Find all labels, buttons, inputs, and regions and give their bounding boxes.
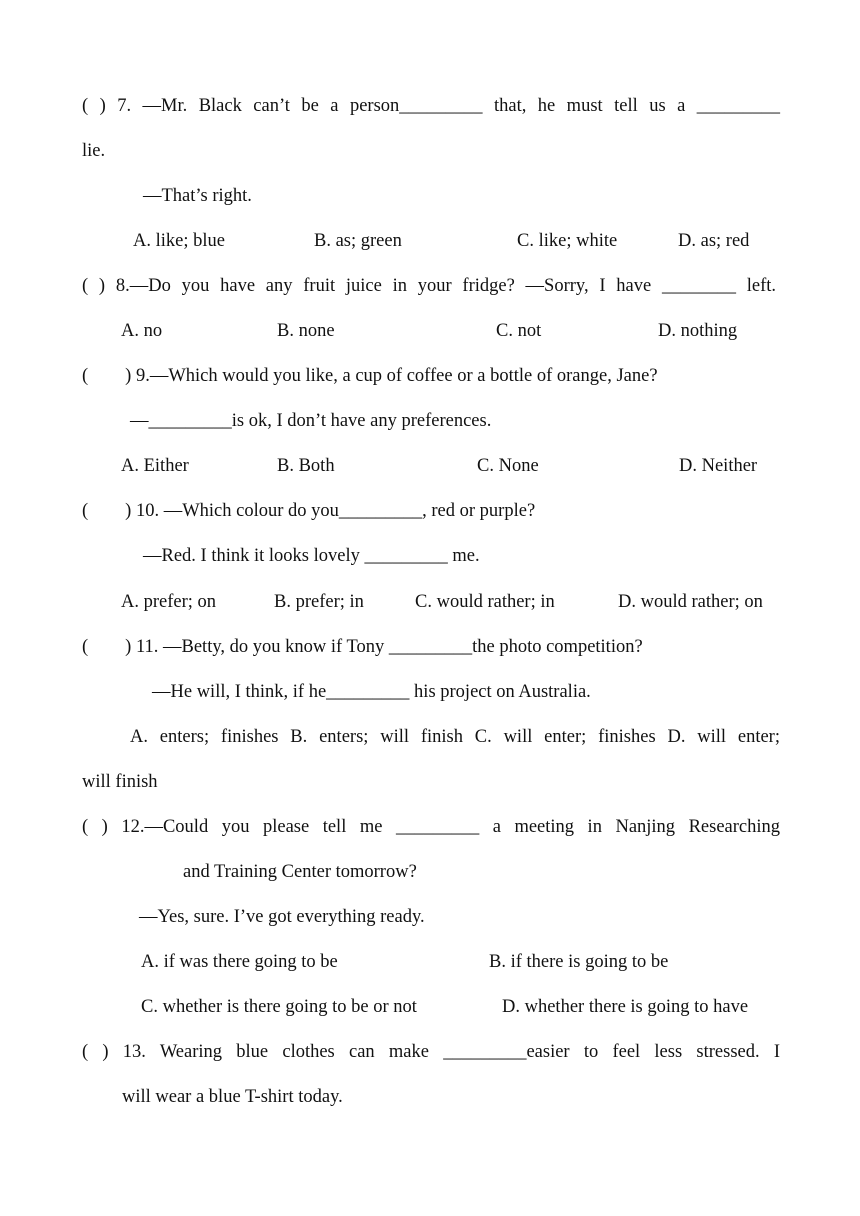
question-9-stem: ( ) 9.—Which would you like, a cup of coffee or a bottle of orange, Jane? [82, 366, 658, 386]
question-12-option-c: C. whether is there going to be or not [141, 997, 417, 1017]
question-12-response: —Yes, sure. I’ve got everything ready. [139, 907, 425, 927]
question-7-response: —That’s right. [143, 186, 252, 206]
question-13-stem-continued: will wear a blue T-shirt today. [122, 1087, 343, 1107]
question-11-response: —He will, I think, if he_________ his project on Australia. [152, 682, 591, 702]
question-12-option-a: A. if was there going to be [141, 952, 338, 972]
question-10-option-d: D. would rather; on [618, 592, 763, 612]
question-7-stem: ( ) 7. —Mr. Black can’t be a person_________ that, he must tell us a _________ [82, 96, 780, 116]
question-12-stem: ( ) 12.—Could you please tell me _________ a meeting in Nanjing Researching [82, 817, 780, 837]
question-7-option-d: D. as; red [678, 231, 750, 251]
question-11-stem: ( ) 11. —Betty, do you know if Tony _________the photo competition? [82, 637, 643, 657]
question-7-option-a: A. like; blue [133, 231, 225, 251]
question-8-option-d: D. nothing [658, 321, 738, 341]
question-11-options-continued: will finish [82, 772, 158, 792]
question-8-option-a: A. no [121, 321, 163, 341]
question-9-option-c: C. None [477, 456, 539, 476]
question-10-stem: ( ) 10. —Which colour do you_________, red or purple? [82, 501, 536, 521]
question-7-stem-continued: lie. [82, 141, 106, 161]
question-9-option-b: B. Both [277, 456, 335, 476]
question-7-option-c: C. like; white [517, 231, 618, 251]
question-9-option-d: D. Neither [679, 456, 758, 476]
question-13-stem: ( ) 13. Wearing blue clothes can make _________easier to feel less stressed. I [82, 1042, 780, 1062]
question-8-stem: ( ) 8.—Do you have any fruit juice in your fridge? —Sorry, I have ________ left. [82, 276, 776, 296]
question-10-option-b: B. prefer; in [274, 592, 364, 612]
question-12-stem-continued: and Training Center tomorrow? [183, 862, 417, 882]
question-8-option-c: C. not [496, 321, 542, 341]
question-12-option-b: B. if there is going to be [489, 952, 669, 972]
question-9-response: —_________is ok, I don’t have any preferences. [130, 411, 492, 431]
question-12-option-d: D. whether there is going to have [502, 997, 749, 1017]
question-10-option-c: C. would rather; in [415, 592, 555, 612]
question-10-option-a: A. prefer; on [121, 592, 217, 612]
question-11-options: A. enters; finishes B. enters; will finish C. will enter; finishes D. will enter; [130, 727, 780, 747]
question-9-option-a: A. Either [121, 456, 189, 476]
question-7-option-b: B. as; green [314, 231, 402, 251]
question-10-response: —Red. I think it looks lovely _________ me. [143, 546, 480, 566]
question-8-option-b: B. none [277, 321, 335, 341]
